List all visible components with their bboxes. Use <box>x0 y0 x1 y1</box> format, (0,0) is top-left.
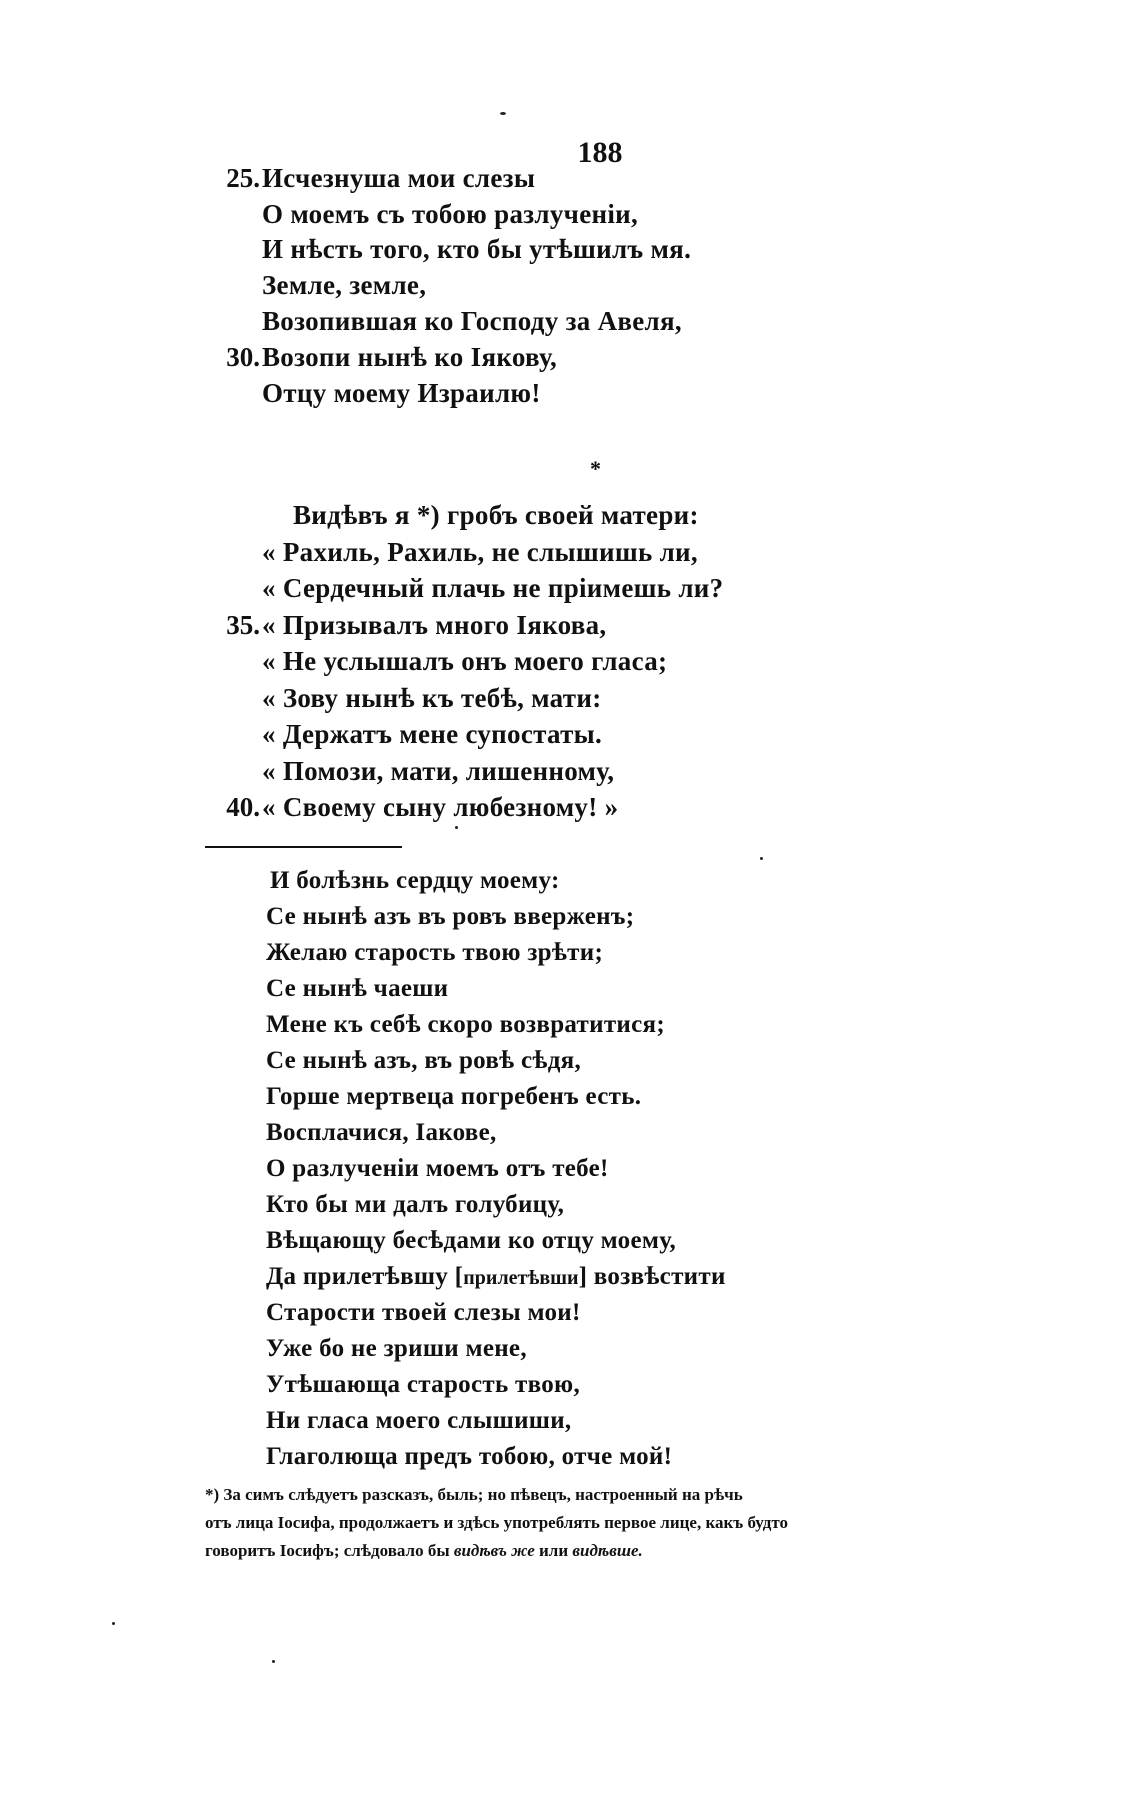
verse-line: « Помози, мати, лишенному, <box>262 756 615 786</box>
verse-line: Земле, земле, <box>262 270 427 300</box>
scan-speck <box>272 1660 275 1663</box>
scan-speck <box>760 857 763 860</box>
verse-line: Вѣщающу бесѣдами ко отцу моему, <box>266 1227 677 1254</box>
verse-line: « Сердечный плачь не пріимешь ли? <box>262 573 724 603</box>
verse-line: И болѣзнь сердцу моему: <box>270 867 560 894</box>
footnote-line <box>205 1537 1005 1565</box>
verse-text: Да прилетѣвшу <box>266 1263 449 1290</box>
verse-line: О разлученіи моемъ отъ тебе! <box>266 1155 609 1182</box>
verse-line: Утѣшающа старость твою, <box>266 1371 580 1398</box>
verse-line: Возопившая ко Господу за Авеля, <box>262 306 682 336</box>
verse-line: « Рахиль, Рахиль, не слышишь ли, <box>262 537 698 567</box>
verse-line: Видѣвъ я *) гробъ своей матери: <box>293 500 699 530</box>
verse-line: Отцу моему Израилю! <box>262 378 541 408</box>
divider-rule <box>205 846 402 848</box>
scan-speck <box>500 112 506 115</box>
footnote-line: отъ лица Іосифа, продолжаетъ и здѣсь употреблять первое лице, какъ будто <box>205 1513 788 1532</box>
verse-line: Старости твоей слезы мои! <box>266 1299 581 1326</box>
line-number: 35. <box>226 610 260 640</box>
verse-line: Исчезнуша мои слезы <box>262 163 536 193</box>
line-number: 40. <box>226 792 260 822</box>
verse-line: « Не услышалъ онъ моего гласа; <box>262 646 668 676</box>
verse-line: Восплачися, Іакове, <box>266 1119 497 1146</box>
scan-speck <box>112 1622 115 1625</box>
scan-speck <box>455 826 458 829</box>
verse-line: Се нынѣ чаеши <box>266 975 449 1002</box>
verse-line: « Своему сыну любезному! » <box>262 792 619 822</box>
verse-line: Глаголюща предъ тобою, отче мой! <box>266 1443 673 1470</box>
verse-line: « Держатъ мене супостаты. <box>262 719 603 749</box>
bracket-open: [ <box>454 1263 464 1290</box>
verse-line: Горше мертвеца погребенъ есть. <box>266 1083 642 1110</box>
verse-line: Се нынѣ азъ въ ровъ вверженъ; <box>266 903 635 930</box>
verse-line: О моемъ съ тобою разлученіи, <box>262 199 639 229</box>
footnote-text: или <box>539 1541 569 1560</box>
verse-line-with-variant <box>266 1263 726 1291</box>
verse-text: возвѣстити <box>593 1263 726 1290</box>
verse-line: Мене къ себѣ скоро возвратитися; <box>266 1011 665 1038</box>
verse-line: И нѣсть того, кто бы утѣшилъ мя. <box>262 234 692 264</box>
section-separator: * <box>590 456 601 481</box>
verse-line: Уже бо не зриши мене, <box>266 1335 527 1362</box>
verse-line: Ни гласа моего слышиши, <box>266 1407 572 1434</box>
verse-line: « Призывалъ много Іякова, <box>262 610 607 640</box>
page-number: 188 <box>577 136 623 169</box>
line-number: 30. <box>226 342 260 372</box>
variant-reading: прилетѣвши <box>463 1267 579 1289</box>
footnote-line: *) За симъ слѣдуетъ разсказъ, быль; но пѣвецъ, настроенный на рѣчь <box>205 1485 743 1504</box>
verse-line: Кто бы ми далъ голубицу, <box>266 1191 565 1218</box>
footnote-italic: видѣвъ же <box>453 1541 535 1560</box>
footnote-italic: видѣвше. <box>572 1541 643 1560</box>
footnote-text: говоритъ Іосифъ; слѣдовало бы <box>205 1541 450 1560</box>
verse-line: « Зову нынѣ къ тебѣ, мати: <box>262 683 602 713</box>
verse-line: Се нынѣ азъ, въ ровѣ сѣдя, <box>266 1047 582 1074</box>
bracket-close: ] <box>578 1263 588 1290</box>
verse-line: Желаю старость твою зрѣти; <box>266 939 604 966</box>
verse-line: Возопи нынѣ ко Іякову, <box>262 342 558 372</box>
line-number: 25. <box>226 163 260 193</box>
